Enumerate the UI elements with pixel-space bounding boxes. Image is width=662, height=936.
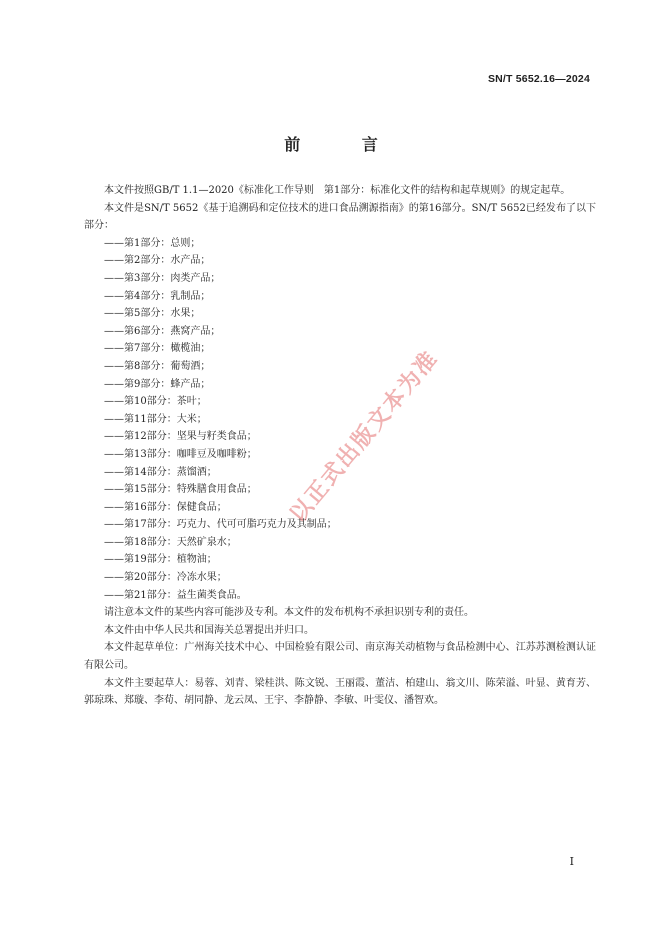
list-item: ——第7部分：橄榄油； — [104, 343, 211, 355]
list-item: ——第3部分：肉类产品； — [104, 272, 221, 284]
list-item: ——第14部分：蒸馏酒； — [104, 466, 217, 478]
paragraph-series-intro: 本文件是SN/T 5652《基于追溯码和定位技术的进口食品溯源指南》的第16部分。SN/T 5652已经发布了以下部分： — [84, 202, 596, 232]
list-item: ——第20部分：冷冻水果； — [104, 572, 227, 584]
list-item: ——第5部分：水果； — [104, 308, 201, 320]
list-item: ——第19部分：植物油； — [104, 554, 217, 566]
list-item: ——第9部分：蜂产品； — [104, 378, 211, 390]
list-item: ——第4部分：乳制品； — [104, 290, 211, 302]
list-item: ——第8部分：葡萄酒； — [104, 360, 211, 372]
page-title: 前 言 — [284, 135, 406, 154]
list-item: ——第16部分：保健食品； — [104, 501, 227, 513]
list-item: ——第11部分：大米； — [104, 413, 207, 425]
paragraph-drafting-units: 本文件起草单位：广州海关技术中心、中国检验有限公司、南京海关动植物与食品检测中心、江苏苏测检测认证有限公司。 — [84, 642, 596, 672]
list-item: ——第18部分：天然矿泉水； — [104, 536, 237, 548]
list-item: ——第15部分：特殊膳食用食品； — [104, 484, 257, 496]
watermark: 以正式出版文本为准 — [285, 346, 444, 528]
paragraph-drafting-rules: 本文件按照GB/T 1.1—2020《标准化工作导则 第1部分：标准化文件的结构和起草规则》的规定起草。 — [104, 185, 571, 196]
paragraph-patent-notice: 请注意本文件的某些内容可能涉及专利。本文件的发布机构不承担识别专利的责任。 — [104, 607, 474, 619]
list-item: ——第21部分：益生菌类食品。 — [104, 589, 247, 601]
parts-list — [84, 235, 596, 604]
standard-code: SN/T 5652.16—2024 — [487, 73, 590, 85]
list-item: ——第6部分：燕窝产品； — [104, 325, 221, 337]
paragraph-proposer: 本文件由中华人民共和国海关总署提出并归口。 — [104, 624, 314, 636]
paragraph-drafters: 本文件主要起草人：易蓉、刘青、梁桂洪、陈文锐、王丽霞、董洁、柏建山、翁文川、陈荣溢、叶显、黄育芳、郭琼珠、郑璇、李荀、胡同静、龙云凤、王宇、李静静、李敏、叶雯仪、潘智欢。 — [84, 677, 596, 707]
list-item: ——第1部分：总则； — [104, 237, 201, 249]
list-item: ——第12部分：坚果与籽类食品； — [104, 431, 257, 443]
list-item: ——第17部分：巧克力、代可可脂巧克力及其制品； — [104, 519, 337, 531]
list-item: ——第10部分：茶叶； — [104, 396, 207, 408]
list-item: ——第2部分：水产品； — [104, 255, 211, 267]
list-item: ——第13部分：咖啡豆及咖啡粉； — [104, 448, 257, 460]
page-number: I — [569, 855, 574, 868]
